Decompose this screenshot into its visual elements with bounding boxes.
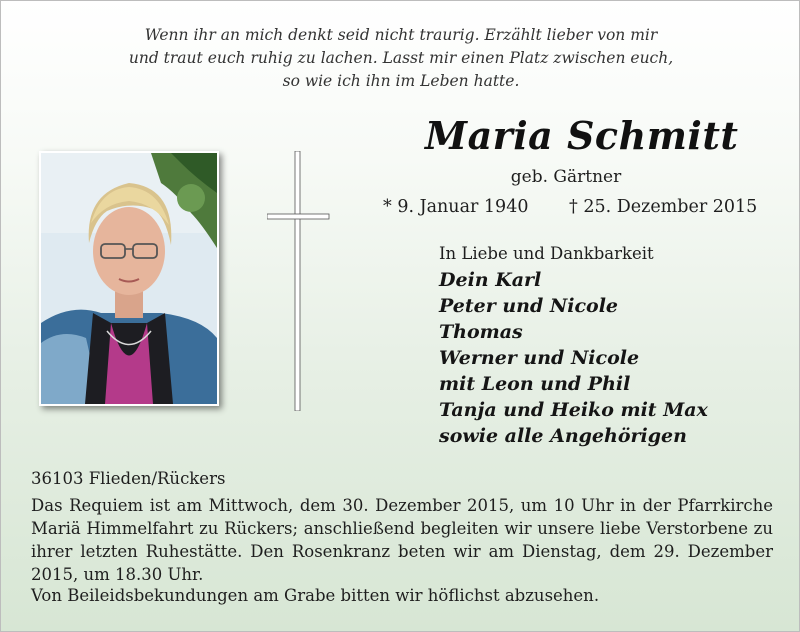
condolence-note: Von Beileidsbekundungen am Grabe bitten wir höflichst abzusehen. bbox=[31, 586, 600, 605]
mourner-item: Werner und Nicole bbox=[439, 347, 640, 369]
death-date: † 25. Dezember 2015 bbox=[569, 197, 758, 217]
verse-line-1: Wenn ihr an mich denkt seid nicht traurig. Erzählt lieber von mir bbox=[144, 26, 658, 44]
portrait-illustration bbox=[41, 153, 217, 404]
service-details: Das Requiem ist am Mittwoch, dem 30. Dezember 2015, um 10 Uhr in der Pfarrkirche Mariä Himmelfahrt zu Rückers; anschließend begleiten wir unsere liebe Verstorbene zu ihrer letzten Ruhestätte. Den Rosenkranz beten wir am Dienstag, dem 29. Dezember 2015, um 18.30 Uhr. bbox=[31, 496, 773, 584]
mourner-item: Thomas bbox=[439, 321, 523, 343]
dedication: In Liebe und Dankbarkeit bbox=[439, 244, 654, 263]
location: 36103 Flieden/Rückers bbox=[31, 469, 226, 488]
cross-icon bbox=[267, 151, 331, 411]
verse-line-2: und traut euch ruhig zu lachen. Lasst mir einen Platz zwischen euch, bbox=[128, 49, 674, 67]
memorial-verse bbox=[1, 24, 800, 93]
portrait-photo bbox=[39, 151, 219, 406]
deceased-name: Maria Schmitt bbox=[425, 113, 739, 158]
mourner-item: Peter und Nicole bbox=[439, 295, 619, 317]
mourner-item: Tanja und Heiko mit Max bbox=[439, 399, 708, 421]
birth-date: * 9. Januar 1940 bbox=[383, 197, 529, 217]
verse-line-3: so wie ich ihn im Leben hatte. bbox=[282, 72, 520, 90]
mourner-item: sowie alle Angehörigen bbox=[439, 425, 687, 447]
maiden-name: geb. Gärtner bbox=[510, 167, 622, 187]
mourner-item: mit Leon und Phil bbox=[439, 373, 631, 395]
mourners-list bbox=[439, 267, 708, 449]
mourner-item: Dein Karl bbox=[439, 269, 542, 291]
